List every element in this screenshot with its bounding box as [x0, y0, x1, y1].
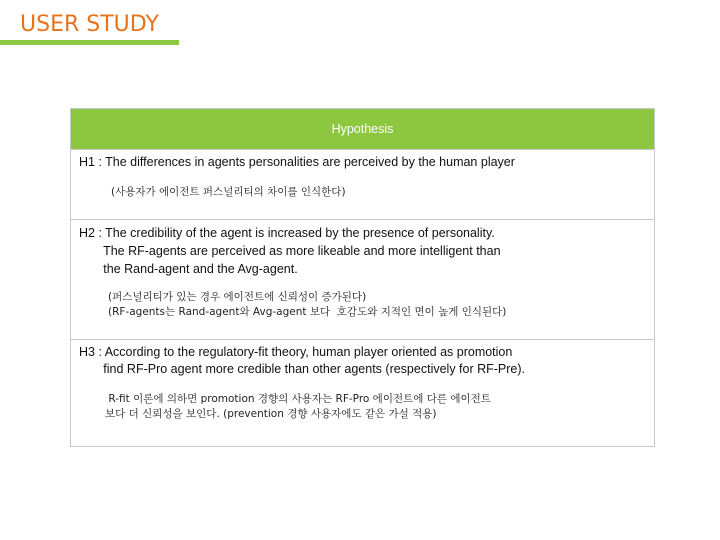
title-underline [0, 40, 179, 45]
hypothesis-text-h3: H3 : According to the regulatory-fit theory, human player oriented as promotion find RF-Pro agent more credible than other agents (respectively for RF-Pre). [79, 345, 526, 376]
korean-note-h1: (사용자가 에이전트 퍼스널리티의 차이를 인식한다) [111, 186, 346, 198]
hypothesis-row-h1 [71, 149, 654, 219]
hypothesis-text-h2: H2 : The credibility of the agent is increased by the presence of personality. The RF-agents are perceived as more likeable and more intelligent than the Rand-agent and the Avg-agent. [79, 226, 501, 276]
hypothesis-table [70, 108, 655, 447]
hypothesis-row-h3 [71, 339, 654, 447]
hypothesis-row-h2 [71, 219, 654, 339]
table-header: Hypothesis [71, 109, 654, 149]
korean-note-h2: (퍼스널리티가 있는 경우 에이전트에 신뢰성이 증가된다) (RF-agents는 Rand-agent와 Avg-agent 보다 호감도와 지적인 면이 높게 인식된다) [108, 291, 507, 318]
korean-note-h3: R-fit 이론에 의하면 promotion 경향의 사용자는 RF-Pro 에이전트에 다른 에이전트 보다 더 신뢰성을 보인다. (prevention 경향 사용자에도 같은 가설 적용) [105, 393, 491, 420]
hypothesis-text-h1: H1 : The differences in agents personalities are perceived by the human player [79, 155, 515, 169]
slide-title: USER STUDY [20, 12, 159, 37]
